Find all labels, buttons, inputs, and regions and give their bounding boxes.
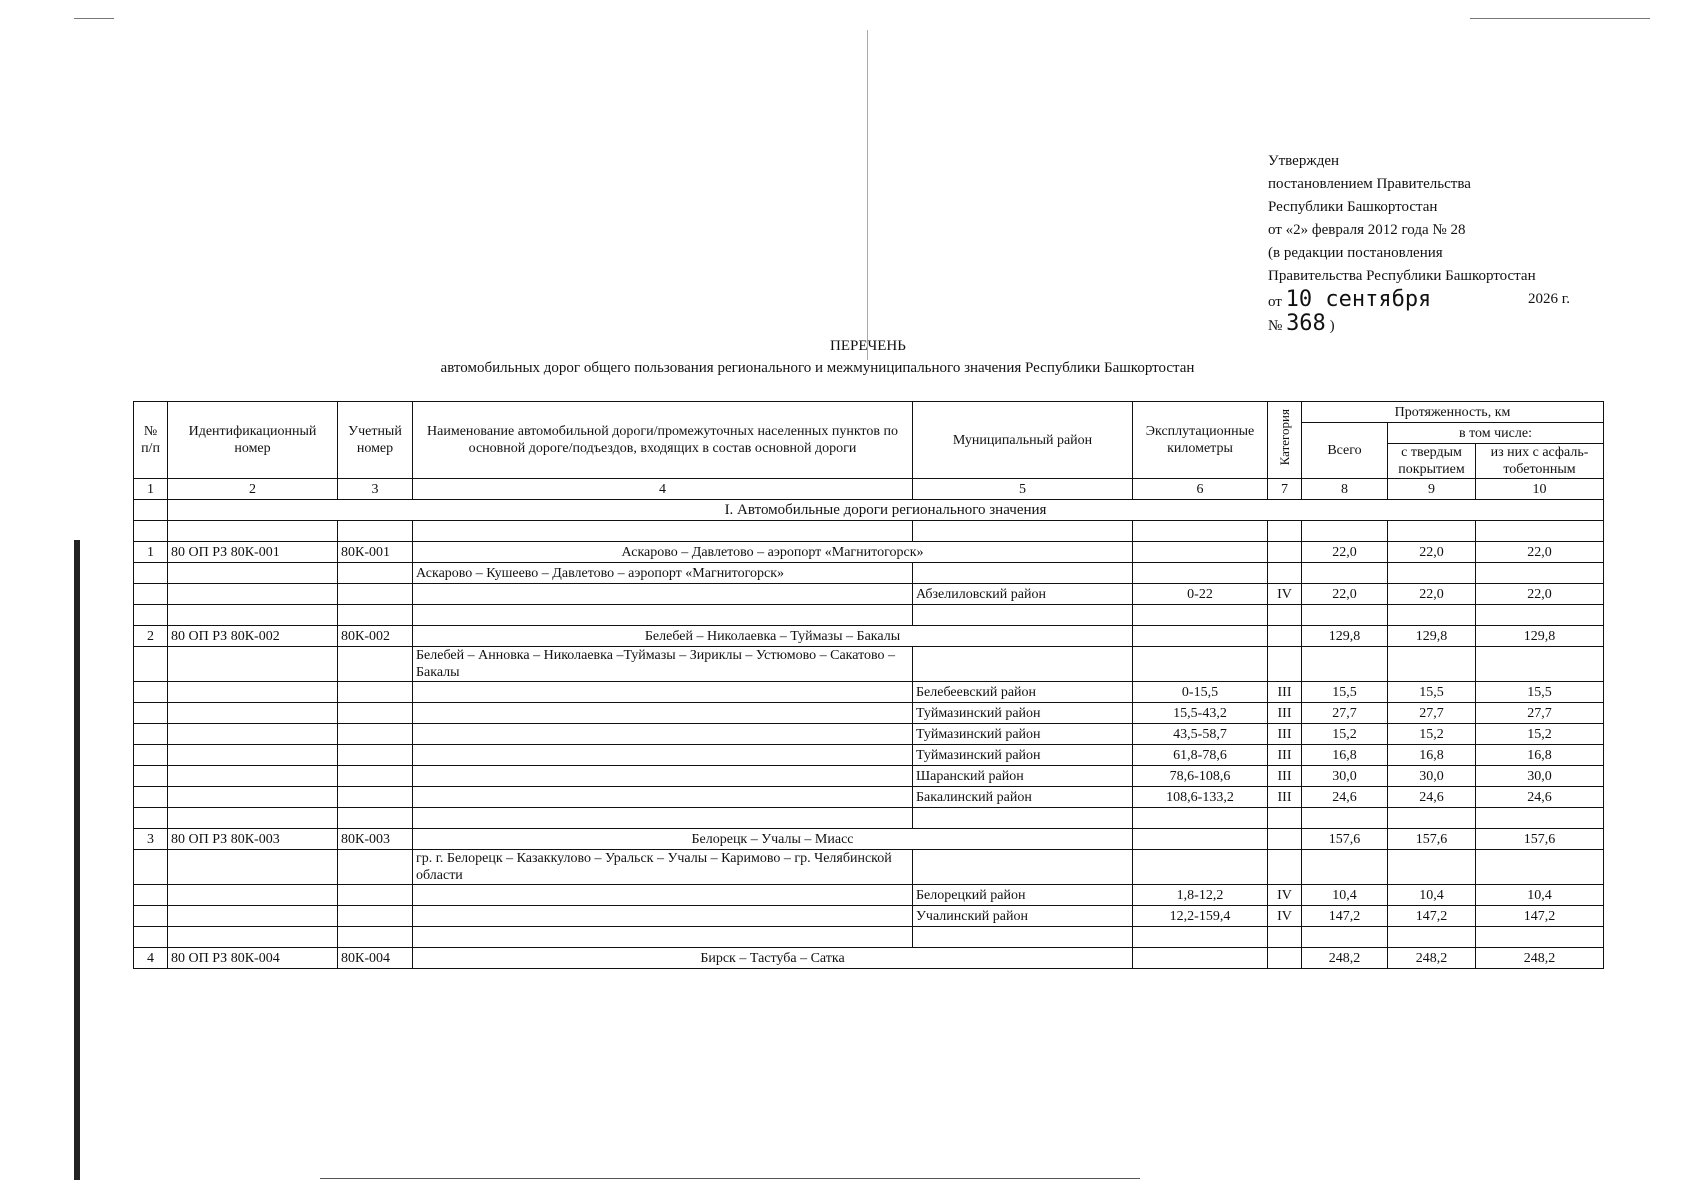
table-cell	[134, 906, 168, 927]
road-account: 80К-003	[338, 829, 413, 850]
scan-edge	[1470, 18, 1650, 19]
table-cell	[1268, 829, 1302, 850]
approval-number-line	[1268, 312, 1648, 334]
approval-line: (в редакции постановления	[1268, 245, 1443, 261]
scan-edge	[320, 1178, 1140, 1179]
district-name: Туймазинский район	[913, 724, 1133, 745]
district-total: 30,0	[1302, 766, 1388, 787]
approval-line: Республики Башкортостан	[1268, 199, 1438, 215]
district-name: Абзелиловский район	[913, 584, 1133, 605]
table-cell	[1133, 647, 1268, 682]
district-category: III	[1268, 766, 1302, 787]
table-cell	[134, 500, 168, 521]
blank-row	[134, 605, 1604, 626]
table-cell	[168, 766, 338, 787]
table-cell	[913, 927, 1133, 948]
scan-edge	[74, 18, 114, 19]
document-subtitle: автомобильных дорог общего пользования регионального и межмуниципального значения Республики Башкортостан	[440, 360, 1195, 376]
district-hard: 24,6	[1388, 787, 1476, 808]
table-cell	[168, 808, 338, 829]
table-cell	[134, 766, 168, 787]
table-cell	[134, 745, 168, 766]
table-cell	[1133, 829, 1268, 850]
district-km: 0-22	[1133, 584, 1268, 605]
table-cell	[1133, 542, 1268, 563]
road-asphalt: 129,8	[1476, 626, 1604, 647]
table-cell	[134, 787, 168, 808]
table-cell	[134, 584, 168, 605]
table-cell	[134, 605, 168, 626]
table-cell	[168, 647, 338, 682]
approval-stamp	[1268, 150, 1648, 334]
table-cell	[1133, 850, 1268, 885]
district-km: 108,6-133,2	[1133, 787, 1268, 808]
table-cell	[1268, 563, 1302, 584]
col-number: 10	[1476, 479, 1604, 500]
table-cell	[413, 605, 913, 626]
document-title: ПЕРЕЧЕНЬ	[830, 338, 906, 354]
district-asphalt: 16,8	[1476, 745, 1604, 766]
table-cell	[1302, 647, 1388, 682]
district-hard: 16,8	[1388, 745, 1476, 766]
section-title: I. Автомобильные дороги регионального значения	[168, 500, 1604, 521]
road-total: 129,8	[1302, 626, 1388, 647]
district-total: 147,2	[1302, 906, 1388, 927]
district-row	[134, 584, 1604, 605]
route-text: гр. г. Белорецк – Казаккулово – Уральск – Учалы – Каримово – гр. Челябинской области	[413, 850, 913, 885]
district-name: Туймазинский район	[913, 745, 1133, 766]
route-text: Белебей – Анновка – Николаевка –Туймазы – Зириклы – Устюмово – Сакатово – Бакалы	[413, 647, 913, 682]
table-cell	[134, 521, 168, 542]
header-hard: с твердым покрытием	[1388, 444, 1476, 479]
table-cell	[413, 682, 913, 703]
road-name: Аскарово – Давлетово – аэропорт «Магнитогорск»	[413, 542, 1133, 563]
table-cell	[168, 885, 338, 906]
district-total: 27,7	[1302, 703, 1388, 724]
table-cell	[338, 808, 413, 829]
table-cell	[413, 927, 913, 948]
road-account: 80К-004	[338, 948, 413, 969]
district-name: Шаранский район	[913, 766, 1133, 787]
district-category: III	[1268, 703, 1302, 724]
table-cell	[338, 682, 413, 703]
col-number: 6	[1133, 479, 1268, 500]
district-hard: 22,0	[1388, 584, 1476, 605]
table-cell	[413, 703, 913, 724]
table-cell	[413, 521, 913, 542]
route-row	[134, 563, 1604, 584]
table-cell	[1268, 605, 1302, 626]
district-km: 1,8-12,2	[1133, 885, 1268, 906]
blank-row	[134, 927, 1604, 948]
road-id: 80 ОП РЗ 80К-002	[168, 626, 338, 647]
table-cell	[913, 563, 1133, 584]
district-km: 78,6-108,6	[1133, 766, 1268, 787]
table-cell	[338, 850, 413, 885]
road-num: 1	[134, 542, 168, 563]
table-cell	[413, 766, 913, 787]
date-value: 10 сентября	[1285, 287, 1432, 312]
approval-line: от «2» февраля 2012 года № 28	[1268, 222, 1466, 238]
blank-row	[134, 521, 1604, 542]
number-prefix: №	[1268, 318, 1283, 334]
district-row	[134, 745, 1604, 766]
table-cell	[1133, 521, 1268, 542]
table-cell	[1133, 927, 1268, 948]
road-id: 80 ОП РЗ 80К-001	[168, 542, 338, 563]
route-row	[134, 850, 1604, 885]
table-cell	[338, 703, 413, 724]
col-number: 9	[1388, 479, 1476, 500]
district-hard: 15,2	[1388, 724, 1476, 745]
table-cell	[338, 745, 413, 766]
district-category: IV	[1268, 906, 1302, 927]
table-cell	[168, 605, 338, 626]
table-cell	[1476, 808, 1604, 829]
header-including: в том числе:	[1388, 423, 1604, 444]
table-cell	[168, 584, 338, 605]
district-row	[134, 703, 1604, 724]
district-hard: 30,0	[1388, 766, 1476, 787]
table-cell	[1388, 808, 1476, 829]
number-value: 368	[1286, 311, 1326, 336]
district-hard: 27,7	[1388, 703, 1476, 724]
col-number: 4	[413, 479, 913, 500]
table-cell	[134, 885, 168, 906]
table-cell	[413, 906, 913, 927]
table-cell	[1476, 927, 1604, 948]
table-cell	[168, 745, 338, 766]
table-cell	[338, 605, 413, 626]
route-text: Аскарово – Кушеево – Давлетово – аэропорт «Магнитогорск»	[413, 563, 913, 584]
table-cell	[134, 563, 168, 584]
table-cell	[338, 787, 413, 808]
district-hard: 15,5	[1388, 682, 1476, 703]
approval-line: Правительства Республики Башкортостан	[1268, 268, 1536, 284]
district-category: III	[1268, 682, 1302, 703]
header-num: № п/п	[134, 402, 168, 479]
blank-row	[134, 808, 1604, 829]
table-cell	[1268, 948, 1302, 969]
table-cell	[1476, 563, 1604, 584]
road-hard: 129,8	[1388, 626, 1476, 647]
table-cell	[134, 808, 168, 829]
district-hard: 10,4	[1388, 885, 1476, 906]
table-cell	[1388, 605, 1476, 626]
table-cell	[338, 906, 413, 927]
district-total: 15,2	[1302, 724, 1388, 745]
road-name: Белорецк – Учалы – Миасс	[413, 829, 1133, 850]
table-cell	[1388, 850, 1476, 885]
district-hard: 147,2	[1388, 906, 1476, 927]
table-cell	[338, 766, 413, 787]
district-km: 43,5-58,7	[1133, 724, 1268, 745]
header-id: Идентификационный номер	[168, 402, 338, 479]
table-cell	[134, 703, 168, 724]
road-asphalt: 248,2	[1476, 948, 1604, 969]
col-number: 7	[1268, 479, 1302, 500]
district-row	[134, 906, 1604, 927]
header-district: Муниципальный район	[913, 402, 1133, 479]
table-cell	[134, 647, 168, 682]
column-number-row	[134, 479, 1604, 500]
district-name: Бакалинский район	[913, 787, 1133, 808]
table-cell	[1388, 563, 1476, 584]
district-km: 15,5-43,2	[1133, 703, 1268, 724]
table-cell	[1133, 626, 1268, 647]
table-cell	[1302, 605, 1388, 626]
district-asphalt: 24,6	[1476, 787, 1604, 808]
table-cell	[134, 724, 168, 745]
table-cell	[1133, 605, 1268, 626]
district-category: III	[1268, 787, 1302, 808]
table-cell	[1133, 948, 1268, 969]
col-number: 8	[1302, 479, 1388, 500]
col-number: 1	[134, 479, 168, 500]
table-cell	[1302, 563, 1388, 584]
header-category	[1268, 402, 1302, 479]
table-cell	[168, 521, 338, 542]
district-asphalt: 22,0	[1476, 584, 1604, 605]
table-cell	[1476, 605, 1604, 626]
col-number: 5	[913, 479, 1133, 500]
road-account: 80К-002	[338, 626, 413, 647]
district-category: III	[1268, 745, 1302, 766]
table-cell	[413, 808, 913, 829]
table-cell	[1388, 647, 1476, 682]
table-cell	[413, 745, 913, 766]
district-row	[134, 724, 1604, 745]
road-total: 22,0	[1302, 542, 1388, 563]
table-cell	[168, 724, 338, 745]
road-num: 2	[134, 626, 168, 647]
table-cell	[913, 850, 1133, 885]
table-cell	[413, 885, 913, 906]
district-row	[134, 885, 1604, 906]
district-km: 12,2-159,4	[1133, 906, 1268, 927]
road-asphalt: 22,0	[1476, 542, 1604, 563]
road-total: 157,6	[1302, 829, 1388, 850]
table-cell	[1268, 626, 1302, 647]
header-category-label: Категория	[1277, 409, 1292, 466]
district-asphalt: 10,4	[1476, 885, 1604, 906]
table-cell	[168, 787, 338, 808]
table-cell	[1268, 647, 1302, 682]
road-hard: 157,6	[1388, 829, 1476, 850]
table-cell	[338, 927, 413, 948]
table-cell	[1268, 542, 1302, 563]
section-row	[134, 500, 1604, 521]
road-row	[134, 626, 1604, 647]
district-total: 10,4	[1302, 885, 1388, 906]
road-total: 248,2	[1302, 948, 1388, 969]
table-cell	[913, 808, 1133, 829]
header-asphalt: из них с асфаль-тобетонным	[1476, 444, 1604, 479]
table-cell	[1133, 563, 1268, 584]
table-cell	[1268, 850, 1302, 885]
road-name: Белебей – Николаевка – Туймазы – Бакалы	[413, 626, 1133, 647]
district-km: 0-15,5	[1133, 682, 1268, 703]
table-cell	[168, 906, 338, 927]
road-asphalt: 157,6	[1476, 829, 1604, 850]
road-id: 80 ОП РЗ 80К-003	[168, 829, 338, 850]
road-row	[134, 829, 1604, 850]
district-name: Белорецкий район	[913, 885, 1133, 906]
district-asphalt: 15,2	[1476, 724, 1604, 745]
district-row	[134, 766, 1604, 787]
table-cell	[1268, 927, 1302, 948]
district-total: 15,5	[1302, 682, 1388, 703]
table-cell	[1476, 521, 1604, 542]
header-length: Протяженность, км	[1302, 402, 1604, 423]
table-cell	[338, 563, 413, 584]
road-num: 4	[134, 948, 168, 969]
road-row	[134, 542, 1604, 563]
district-total: 22,0	[1302, 584, 1388, 605]
table-cell	[338, 521, 413, 542]
road-name: Бирск – Тастуба – Сатка	[413, 948, 1133, 969]
table-cell	[338, 724, 413, 745]
table-cell	[338, 885, 413, 906]
table-cell	[168, 850, 338, 885]
table-cell	[134, 927, 168, 948]
district-category: III	[1268, 724, 1302, 745]
district-row	[134, 682, 1604, 703]
roads-body	[134, 500, 1604, 969]
table-cell	[168, 703, 338, 724]
table-cell	[1302, 808, 1388, 829]
table-cell	[1302, 850, 1388, 885]
table-cell	[413, 724, 913, 745]
approval-line: Утвержден	[1268, 153, 1340, 169]
district-name: Туймазинский район	[913, 703, 1133, 724]
district-asphalt: 30,0	[1476, 766, 1604, 787]
table-cell	[413, 584, 913, 605]
district-name: Белебеевский район	[913, 682, 1133, 703]
road-hard: 248,2	[1388, 948, 1476, 969]
approval-line: постановлением Правительства	[1268, 176, 1471, 192]
table-cell	[1476, 647, 1604, 682]
date-year: 2026 г.	[1528, 291, 1570, 307]
roads-table	[133, 401, 1604, 969]
table-cell	[1476, 850, 1604, 885]
table-cell	[1388, 927, 1476, 948]
number-suffix: )	[1329, 318, 1335, 334]
district-asphalt: 27,7	[1476, 703, 1604, 724]
table-cell	[338, 647, 413, 682]
table-cell	[168, 563, 338, 584]
header-name: Наименование автомобильной дороги/промежуточных населенных пунктов по основной дороге/подъездов, входящих в состав основной дороги	[413, 402, 913, 479]
header-row	[134, 402, 1604, 423]
district-km: 61,8-78,6	[1133, 745, 1268, 766]
district-total: 16,8	[1302, 745, 1388, 766]
table-cell	[913, 521, 1133, 542]
table-cell	[1388, 521, 1476, 542]
col-number: 3	[338, 479, 413, 500]
road-num: 3	[134, 829, 168, 850]
district-asphalt: 147,2	[1476, 906, 1604, 927]
district-category: IV	[1268, 885, 1302, 906]
date-prefix: от	[1268, 294, 1282, 310]
header-km: Эксплутационные километры	[1133, 402, 1268, 479]
table-cell	[1268, 521, 1302, 542]
table-cell	[1133, 808, 1268, 829]
district-category: IV	[1268, 584, 1302, 605]
table-cell	[168, 927, 338, 948]
header-total: Всего	[1302, 423, 1388, 479]
table-cell	[168, 682, 338, 703]
table-cell	[1302, 927, 1388, 948]
road-id: 80 ОП РЗ 80К-004	[168, 948, 338, 969]
district-total: 24,6	[1302, 787, 1388, 808]
district-name: Учалинский район	[913, 906, 1133, 927]
table-cell	[1268, 808, 1302, 829]
table-cell	[1302, 521, 1388, 542]
table-cell	[134, 682, 168, 703]
approval-date-line	[1268, 288, 1648, 312]
table-cell	[134, 850, 168, 885]
table-cell	[338, 584, 413, 605]
table-cell	[413, 787, 913, 808]
header-account: Учетный номер	[338, 402, 413, 479]
table-cell	[913, 647, 1133, 682]
col-number: 2	[168, 479, 338, 500]
road-hard: 22,0	[1388, 542, 1476, 563]
table-cell	[913, 605, 1133, 626]
district-asphalt: 15,5	[1476, 682, 1604, 703]
route-row	[134, 647, 1604, 682]
scan-edge	[74, 540, 80, 1180]
district-row	[134, 787, 1604, 808]
fold-line	[867, 30, 868, 360]
road-account: 80К-001	[338, 542, 413, 563]
road-row	[134, 948, 1604, 969]
